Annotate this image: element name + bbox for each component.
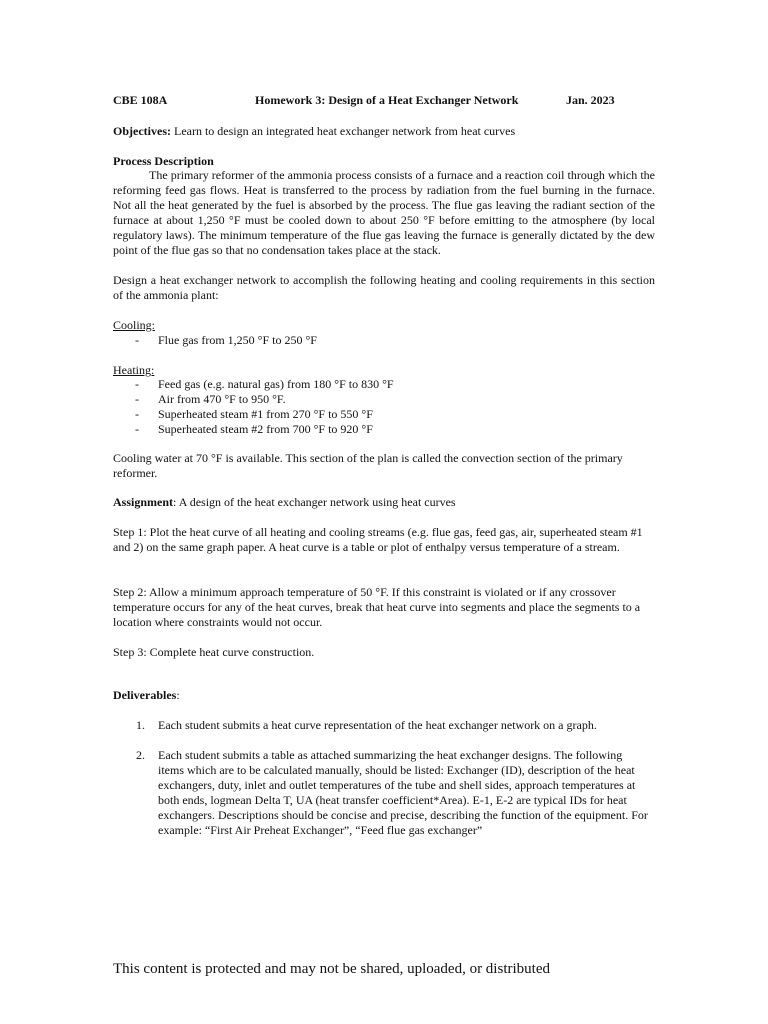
document-title: Homework 3: Design of a Heat Exchanger Network [255, 93, 519, 107]
step-3: Step 3: Complete heat curve construction. [113, 645, 315, 659]
step-2: Step 2: Allow a minimum approach temperature of 50 °F. If this constraint is violated or if any crossover temperature occurs for any of the heat curves, break that heat curve into segments and place the segments to a location where constraints would not occur. [113, 585, 641, 629]
list-item: - Air from 470 °F to 950 °F. [135, 392, 286, 406]
cooling-list [113, 333, 317, 348]
course-code: CBE 108A [113, 93, 168, 107]
assignment-line [113, 495, 658, 510]
process-heading: Process Description [113, 154, 214, 168]
design-paragraph: Design a heat exchanger network to accomplish the following heating and cooling requirements in this section of the ammonia plant: [113, 273, 655, 302]
assignment-label: Assignment [113, 495, 174, 509]
deliverables-heading: Deliverables: [113, 688, 180, 702]
assignment-text: : A design of the heat exchanger network using heat curves [173, 495, 456, 509]
heating-list [113, 377, 394, 437]
cooling-label: Cooling: [113, 318, 156, 332]
deliverable-number: 2. [136, 748, 145, 762]
deliverable-number: 1. [136, 718, 145, 732]
copyright-footer: This content is protected and may not be shared, uploaded, or distributed [113, 961, 550, 977]
step-1: Step 1: Plot the heat curve of all heating and cooling streams (e.g. flue gas, feed gas, air, superheated steam #1 and 2) on the same graph paper. A heat curve is a table or plot of enthalpy versus temperature of a stream. [113, 525, 643, 554]
list-item: - Superheated steam #1 from 270 °F to 550 °F [135, 407, 373, 421]
deliverables-label: Deliverables [113, 688, 177, 702]
cooling-water-paragraph: Cooling water at 70 °F is available. This section of the plan is called the convection section of the primary reformer. [113, 451, 623, 480]
deliverable-text: Each student submits a heat curve representation of the heat exchanger network on a graph. [158, 718, 597, 732]
list-item: - Flue gas from 1,250 °F to 250 °F [135, 333, 317, 347]
objectives-line [113, 124, 658, 139]
objectives-text: Learn to design an integrated heat exchanger network from heat curves [170, 124, 516, 138]
list-item: - Superheated steam #2 from 700 °F to 920 °F [135, 422, 373, 436]
process-paragraph: The primary reformer of the ammonia process consists of a furnace and a reaction coil through which the reforming feed gas flows. Heat is transferred to the process by radiation from the fuel burning in the furnace. Not all the heat generated by the fuel is absorbed by the process. The flue gas leaving the radiant section of the furnace at about 1,250 °F must be cooled down to about 250 °F before emitting to the atmosphere (by local regulatory laws). The minimum temperature of the flue gas leaving the furnace is generally dictated by the dew point of the flue gas so that no condensation takes place at the stack. [113, 168, 655, 257]
list-item: - Feed gas (e.g. natural gas) from 180 °F to 830 °F [135, 377, 394, 391]
document-date: Jan. 2023 [566, 93, 615, 107]
objectives-label: Objectives: [113, 124, 171, 138]
heating-label: Heating: [113, 363, 155, 377]
deliverable-text: Each student submits a table as attached summarizing the heat exchanger designs. The following items which are to be calculated manually, should be listed: Exchanger (ID), description of the heat exchangers, duty, inlet and outlet temperatures of the tube and shell sides, approach temperatures at both ends, logmean Delta T, UA (heat transfer coefficient*Area). E-1, E-2 are typical IDs for heat exchangers. Descriptions should be concise and precise, describing the function of the equipment. For example: “First Air Preheat Exchanger”, “Feed flue gas exchanger” [158, 748, 648, 837]
